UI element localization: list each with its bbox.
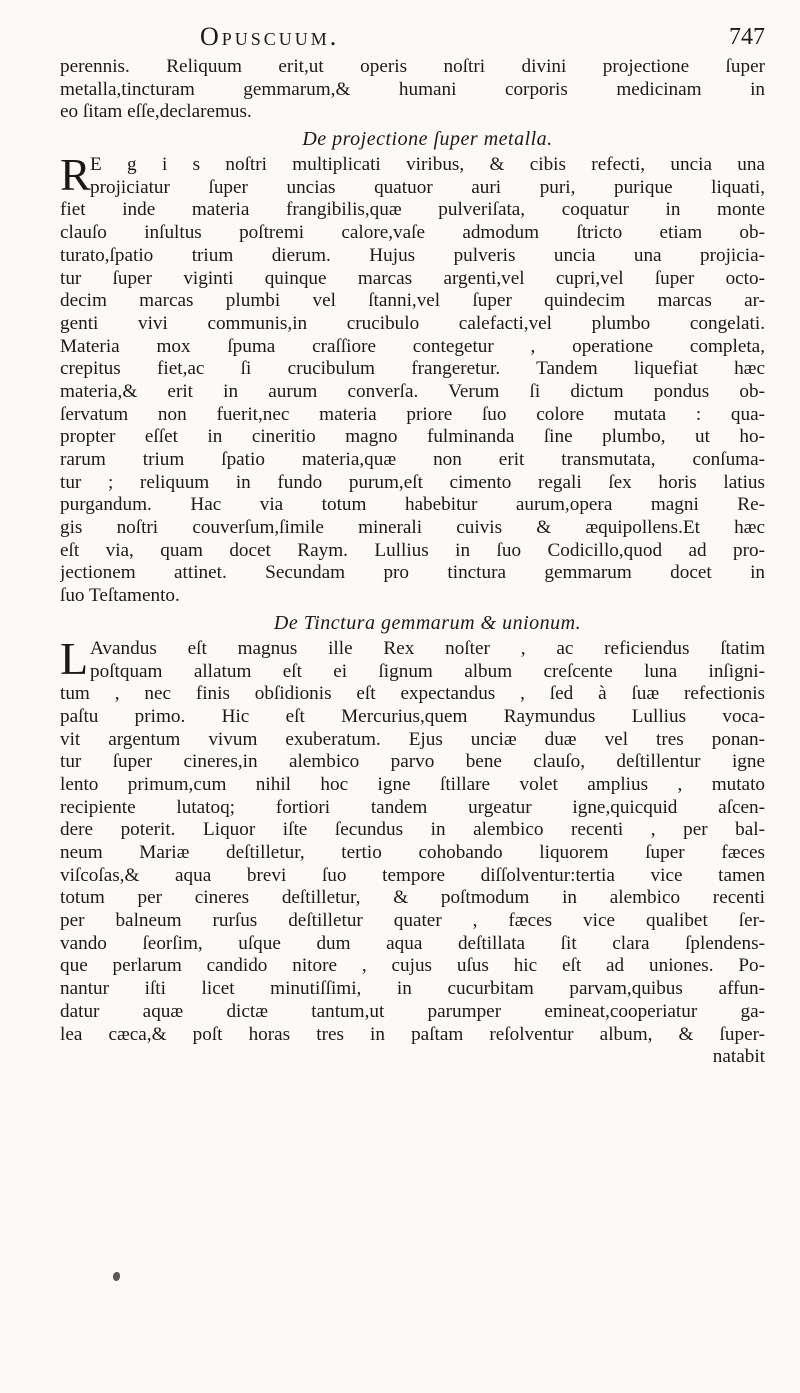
- text-line: turato,ſpatio trium dierum. Hujus pulveris uncia una projicia-: [60, 244, 765, 266]
- section-heading-projection: De projectione ſuper metalla.: [302, 128, 553, 151]
- text-line: purgandum. Hac via totum habebitur aurum,opera magni Re-: [60, 494, 765, 516]
- text-line: genti vivi communis,in crucibulo calefacti,vel plumbo congelati.: [60, 312, 765, 334]
- text-line: rarum trium ſpatio materia,quæ non erit transmutata, conſuma-: [60, 449, 765, 470]
- body-text: [60, 56, 765, 1069]
- text-line: neum Mariæ deſtilletur, tertio cohobando liquorem ſuper fæces: [60, 842, 765, 863]
- ink-blot: [113, 1272, 120, 1281]
- text-line: E g i s noſtri multiplicati viribus, & cibis refecti, uncia una: [90, 154, 765, 176]
- section-gem-tincture: [60, 632, 765, 1046]
- text-line: ſervatum non fuerit,nec materia priore ſuo colore mutata : qua-: [60, 403, 765, 425]
- text-line: metalla,tincturam gemmarum,& humani corporis medicinam in: [60, 78, 765, 100]
- catchword: natabit: [712, 1046, 765, 1068]
- text-line: paſtu primo. Hic eſt Mercurius,quem Raymundus Lullius voca-: [60, 705, 765, 727]
- text-line: crepitus fiet,ac ſi crucibulum frangeretur. Tandem liquefiat hæc: [60, 358, 765, 380]
- text-line: datur aquæ dictæ tantum,ut parumper emineat,cooperiatur ga-: [60, 1000, 765, 1022]
- page-header: [60, 22, 765, 56]
- text-line: que perlarum candido nitore , cujus uſus hic eſt ad uniones. Po-: [60, 955, 765, 977]
- text-line: projiciatur ſuper uncias quatuor auri puri, purique liquati,: [90, 176, 765, 198]
- text-line: gis noſtri couverſum,ſimile minerali cuivis & æquipollens.Et hæc: [60, 517, 765, 539]
- text-line: nantur iſti licet minutiſſimi, in cucurbitam parvam,quibus affun-: [60, 978, 765, 1000]
- drop-cap: R: [60, 149, 91, 201]
- text-line: viſcoſas,& aqua brevi ſuo tempore diſſolventur:tertia vice tamen: [60, 864, 765, 886]
- text-line: per balneum rurſus deſtilletur quater , fæces vice qualibet ſer-: [60, 910, 765, 932]
- drop-cap: L: [60, 632, 89, 684]
- text-line: lea cæca,& poſt horas tres in paſtam reſolventur album, & ſuper-: [60, 1023, 765, 1045]
- text-line: tur ; reliquum in fundo purum,eſt cimento regali ſex horis latius: [60, 471, 765, 493]
- page-number: 747: [729, 24, 765, 50]
- text-line: Avandus eſt magnus ille Rex noſter , ac reficiendus ſtatim: [90, 637, 765, 659]
- text-line: recipiente lutatoq; fortiori tandem urgeatur igne,quicquid aſcen-: [60, 796, 765, 818]
- text-line: totum per cineres deſtilletur, & poſtmodum in alembico recenti: [60, 887, 765, 909]
- text-line: dere poterit. Liquor iſte ſecundus in alembico recenti , per bal-: [60, 819, 765, 841]
- text-line: propter eſſet in cineritio magno fulminanda ſine plumbo, ut ho-: [60, 426, 765, 448]
- section-projection: [60, 149, 765, 608]
- text-line: perennis. Reliquum erit,ut operis noſtri divini projectione ſuper: [60, 56, 765, 77]
- text-line: decim marcas plumbi vel ſtanni,vel ſuper quindecim marcas ar-: [60, 290, 765, 312]
- text-line: clauſo inſultus poſtremi calore,vaſe admodum ſtricto etiam ob-: [60, 222, 765, 244]
- text-line: poſtquam allatum eſt ei ſignum album creſcente luna inſigni-: [90, 660, 765, 682]
- text-line: fiet inde materia frangibilis,quæ pulveriſata, coquatur in monte: [60, 199, 765, 221]
- text-line: tur ſuper viginti quinque marcas argenti,vel cupri,vel ſuper octo-: [60, 267, 765, 289]
- section-heading-gem-tincture: De Tinctura gemmarum & unionum.: [273, 611, 582, 634]
- text-line: ſuo Teſtamento.: [60, 585, 180, 607]
- text-line: vando ſeorſim, uſque dum aqua deſtillata ſit clara ſplendens-: [60, 932, 765, 954]
- opening-paragraph: [60, 56, 765, 124]
- running-title: Opuscuum.: [200, 22, 340, 51]
- text-line: tum , nec finis obſidionis eſt expectandus , ſed à ſuæ refectionis: [60, 683, 765, 705]
- text-line: materia,& erit in aurum converſa. Verum ſi dictum pondus ob-: [60, 380, 765, 402]
- text-line: vit argentum vivum exuberatum. Ejus unciæ duæ vel tres ponan-: [60, 728, 765, 750]
- text-line: eſt via, quam docet Raym. Lullius in ſuo Codicillo,quod ad pro-: [60, 539, 765, 561]
- text-line: lento primum,cum nihil hoc igne ſtillare volet amplius , mutato: [60, 773, 765, 795]
- text-line: tur ſuper cineres,in alembico parvo bene clauſo, deſtillentur igne: [60, 751, 765, 773]
- text-line: Materia mox ſpuma craſſiore contegetur , operatione completa,: [60, 335, 765, 357]
- text-line: jectionem attinet. Secundam pro tinctura gemmarum docet in: [60, 562, 765, 584]
- text-line: eo ſitam eſſe,declaremus.: [60, 101, 252, 123]
